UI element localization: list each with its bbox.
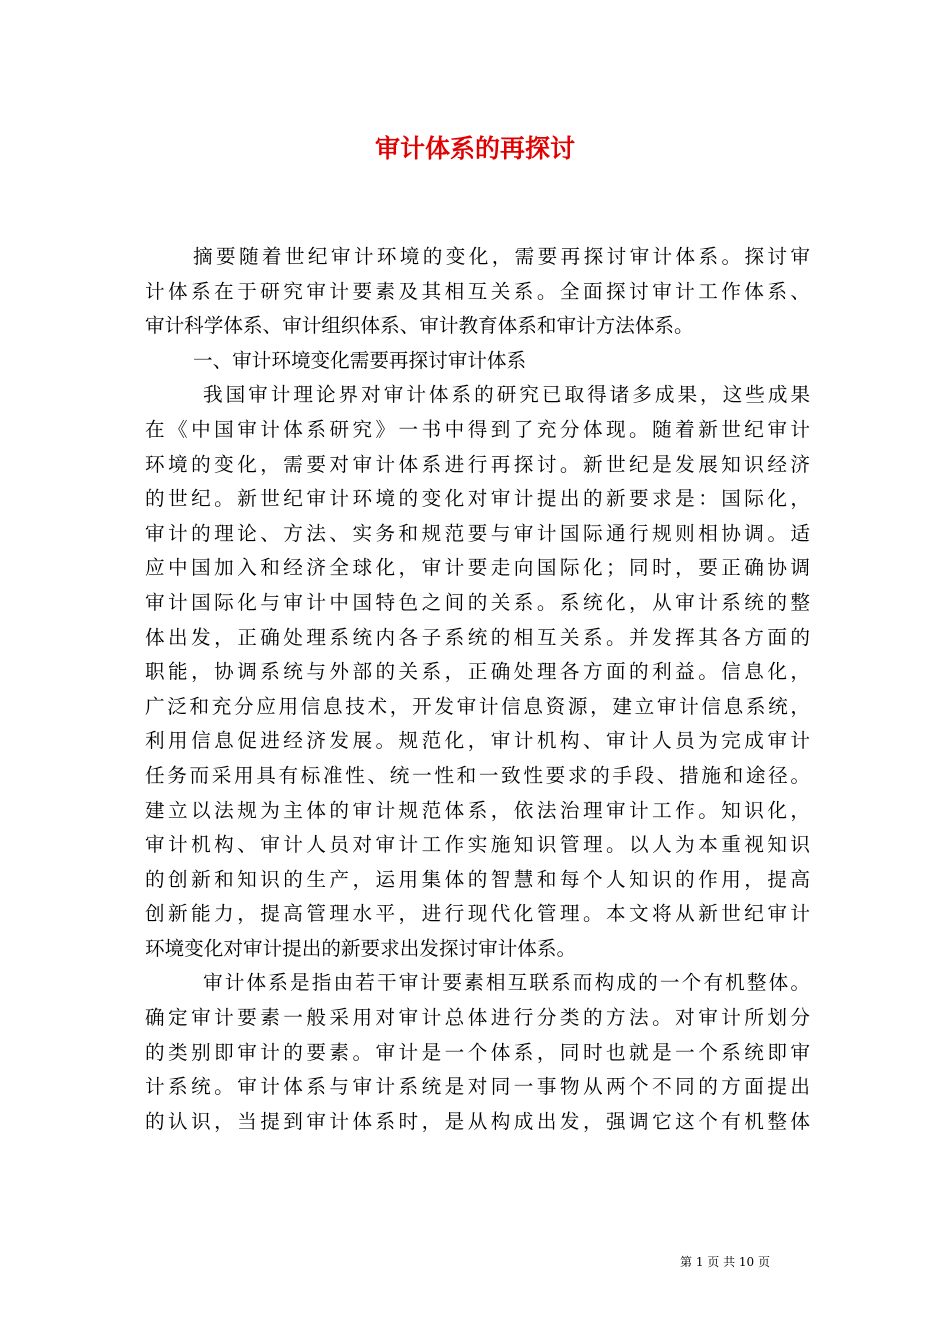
text-line: 应中国加入和经济全球化，审计要走向国际化；同时，要正确协调	[145, 556, 810, 580]
text-line: 摘要随着世纪审计环境的变化，需要再探讨审计体系。探讨审	[193, 245, 810, 268]
text-line: 审计体系是指由若干审计要素相互联系而构成的一个有机整体。	[203, 971, 810, 995]
text-line: 的认识，当提到审计体系时，是从构成出发，强调它这个有机整体	[145, 1109, 810, 1133]
text-line: 广泛和充分应用信息技术，开发审计信息资源，建立审计信息系统，	[145, 694, 810, 718]
text-line: 体出发，正确处理系统内各子系统的相互关系。并发挥其各方面的	[145, 625, 810, 649]
text-line: 的创新和知识的生产，运用集体的智慧和每个人知识的作用，提高	[145, 867, 810, 891]
text-line: 一、审计环境变化需要再探讨审计体系	[193, 348, 527, 372]
text-line: 审计国际化与审计中国特色之间的关系。系统化，从审计系统的整	[145, 590, 810, 614]
text-line: 环境变化对审计提出的新要求出发探讨审计体系。	[145, 936, 577, 960]
text-line: 创新能力，提高管理水平，进行现代化管理。本文将从新世纪审计	[145, 902, 810, 926]
text-line: 建立以法规为主体的审计规范体系，依法治理审计工作。知识化，	[145, 798, 810, 822]
text-line: 审计科学体系、审计组织体系、审计教育体系和审计方法体系。	[145, 314, 694, 338]
text-line: 我国审计理论界对审计体系的研究已取得诸多成果，这些成果	[203, 383, 810, 407]
document-body	[145, 240, 810, 1139]
text-line: 利用信息促进经济发展。规范化，审计机构、审计人员为完成审计	[145, 729, 810, 753]
text-line: 在《中国审计体系研究》一书中得到了充分体现。随着新世纪审计	[145, 417, 810, 441]
text-line: 计系统。审计体系与审计系统是对同一事物从两个不同的方面提出	[145, 1075, 810, 1099]
text-line: 的类别即审计的要素。审计是一个体系，同时也就是一个系统即审	[145, 1040, 810, 1064]
text-line: 审计的理论、方法、实务和规范要与审计国际通行规则相协调。适	[145, 521, 810, 545]
text-line: 职能，协调系统与外部的关系，正确处理各方面的利益。信息化，	[145, 660, 810, 684]
text-line: 计体系在于研究审计要素及其相互关系。全面探讨审计工作体系、	[145, 279, 810, 303]
page-number-footer: 第 1 页 共 10 页	[680, 1255, 770, 1269]
text-line: 的世纪。新世纪审计环境的变化对审计提出的新要求是：国际化，	[145, 487, 810, 511]
text-line: 任务而采用具有标准性、统一性和一致性要求的手段、措施和途径。	[145, 763, 810, 787]
text-line: 确定审计要素一般采用对审计总体进行分类的方法。对审计所划分	[145, 1006, 810, 1030]
text-line: 审计机构、审计人员对审计工作实施知识管理。以人为本重视知识	[145, 833, 810, 857]
document-title: 审计体系的再探讨	[374, 134, 575, 163]
text-line: 环境的变化，需要对审计体系进行再探讨。新世纪是发展知识经济	[145, 452, 810, 476]
